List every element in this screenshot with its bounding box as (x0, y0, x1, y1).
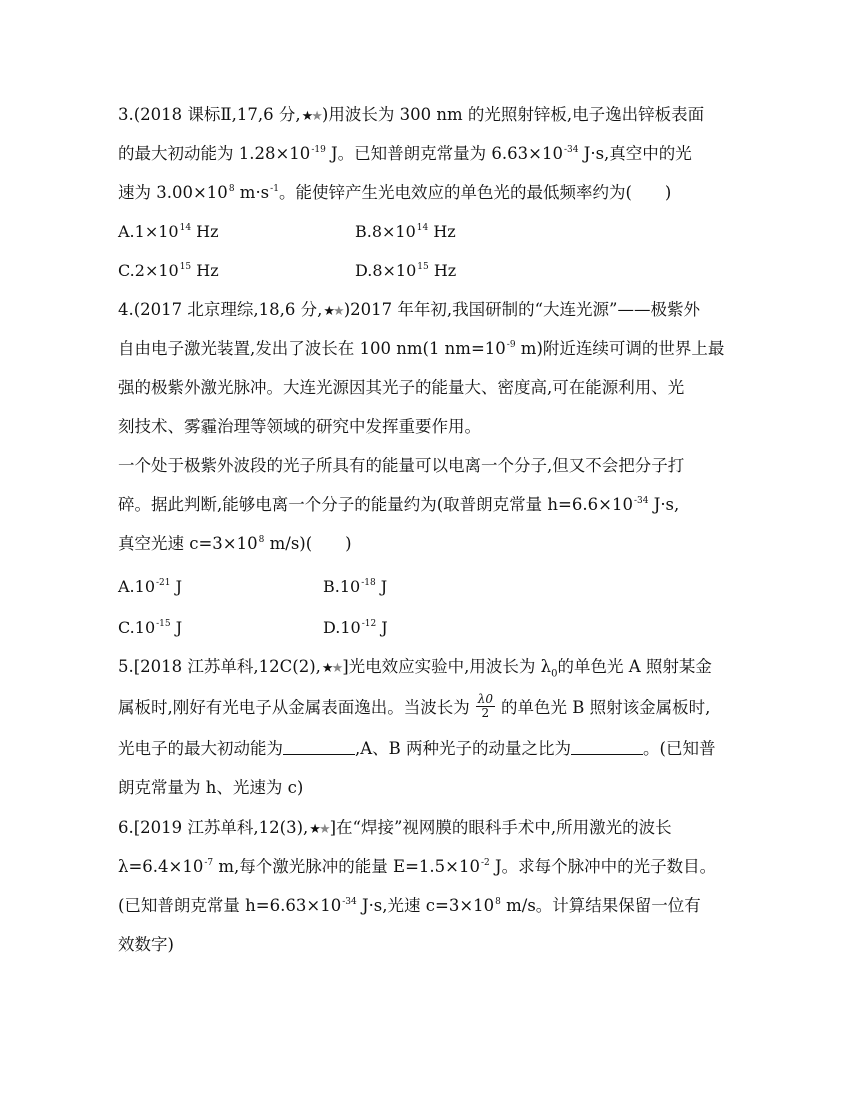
p4-line-1: 4.(2017 北京理综,18,6 分,★★)2017 年年初,我国研制的“大连光源”——极紫外 (118, 299, 700, 323)
p3-option-c: $C.2\times 10^{15}$ Hz (118, 261, 219, 280)
p4-line-5: 一个处于极紫外波段的光子所具有的能量可以电离一个分子,但又不会把分子打 (118, 456, 685, 475)
p4-option-c: $C.10^{-15}$ J (118, 618, 183, 637)
p4-line-2: 自由电子激光装置,发出了波长在 100 nm(1 $nm=10^{-9}$ m)附近连续可调的世界上最 (118, 339, 725, 358)
p3-line-3: 速为 $3.00\times 10^8$ $m\cdot s^{-1}$。能使锌产生光电效应的单色光的最低频率约为( ) (118, 183, 672, 202)
difficulty-stars-icon: ★★ (301, 109, 321, 124)
difficulty-stars-icon: ★★ (321, 661, 342, 676)
p4-option-d: $D.10^{-12}$ J (323, 618, 388, 637)
p3-option-b: $B.8\times 10^{14}$ Hz (355, 222, 456, 241)
p5-line-1: 5.[2018 江苏单科,12C(2),★★]光电效应实验中,用波长为 $\lambda_0$的单色光 A 照射某金 (118, 657, 712, 680)
p5-line-4: 朗克常量为 h、光速为 c) (118, 778, 304, 797)
answer-blank-1[interactable] (283, 738, 355, 755)
p5-line-3: 光电子的最大初动能为 ,A、B 两种光子的动量之比为 。(已知普 (118, 739, 716, 758)
p4-source: 4.(2017 北京理综,18,6 分, (118, 300, 323, 319)
p6-source: 6.[2019 江苏单科,12(3), (118, 818, 309, 837)
p4-line-4: 刻技术、雾霾治理等领域的研究中发挥重要作用。 (118, 417, 481, 436)
p4-line-3: 强的极紫外激光脉冲。大连光源因其光子的能量大、密度高,可在能源利用、光 (118, 378, 685, 397)
difficulty-stars-icon: ★★ (309, 822, 329, 837)
p4-option-b: $B.10^{-18}$ J (323, 577, 388, 596)
lambda-half-fraction: $\frac{\lambda 0}{2}$ (477, 692, 493, 720)
p6-line-1: 6.[2019 江苏单科,12(3),★★]在“焊接”视网膜的眼科手术中,所用激光的波长 (118, 817, 672, 841)
p3-source: 3.(2018 课标Ⅱ,17,6 分, (118, 105, 301, 124)
p4-line-7: 真空光速 $c=3\times 10^8$ m/s)( ) (118, 534, 352, 553)
p4-option-a: $A.10^{-21}$ J (118, 577, 182, 596)
difficulty-stars-icon: ★★ (323, 304, 343, 319)
p3-line-1 (118, 104, 704, 128)
p6-line-4: 效数字) (118, 935, 174, 954)
p3-line-2: 的最大初动能为 $1.28\times 10^{-19}$ J。已知普朗克常量为 $6.63\times 10^{-34}$ J·s,真空中的光 (118, 144, 692, 163)
p5-source: 5.[2018 江苏单科,12C(2), (118, 657, 321, 676)
p6-line-2: $\lambda=6.4\times 10^{-7}$ m,每个激光脉冲的能量 $E=1.5\times 10^{-2}$ J。求每个脉冲中的光子数目。 (118, 857, 717, 876)
p3-text: )用波长为 300 nm 的光照射锌板,电子逸出锌板表面 (321, 105, 705, 124)
answer-blank-2[interactable] (571, 738, 643, 755)
p6-line-3: (已知普朗克常量 $h=6.63\times 10^{-34}$ J·s,光速 $c=3\times 10^8$ m/s。计算结果保留一位有 (118, 896, 701, 915)
p3-option-d: $D.8\times 10^{15}$ Hz (355, 261, 457, 280)
p4-line-6: 碎。据此判断,能够电离一个分子的能量约为(取普朗克常量 $h=6.6\times 10^{-34}$ J·s, (118, 495, 680, 514)
p5-line-2: 属板时,刚好有光电子从金属表面逸出。当波长为 $\frac{\lambda 0}{2}$ 的单色光 B 照射该金属板时, (118, 692, 711, 720)
p3-option-a: $A.1\times 10^{14}$ Hz (118, 222, 219, 241)
